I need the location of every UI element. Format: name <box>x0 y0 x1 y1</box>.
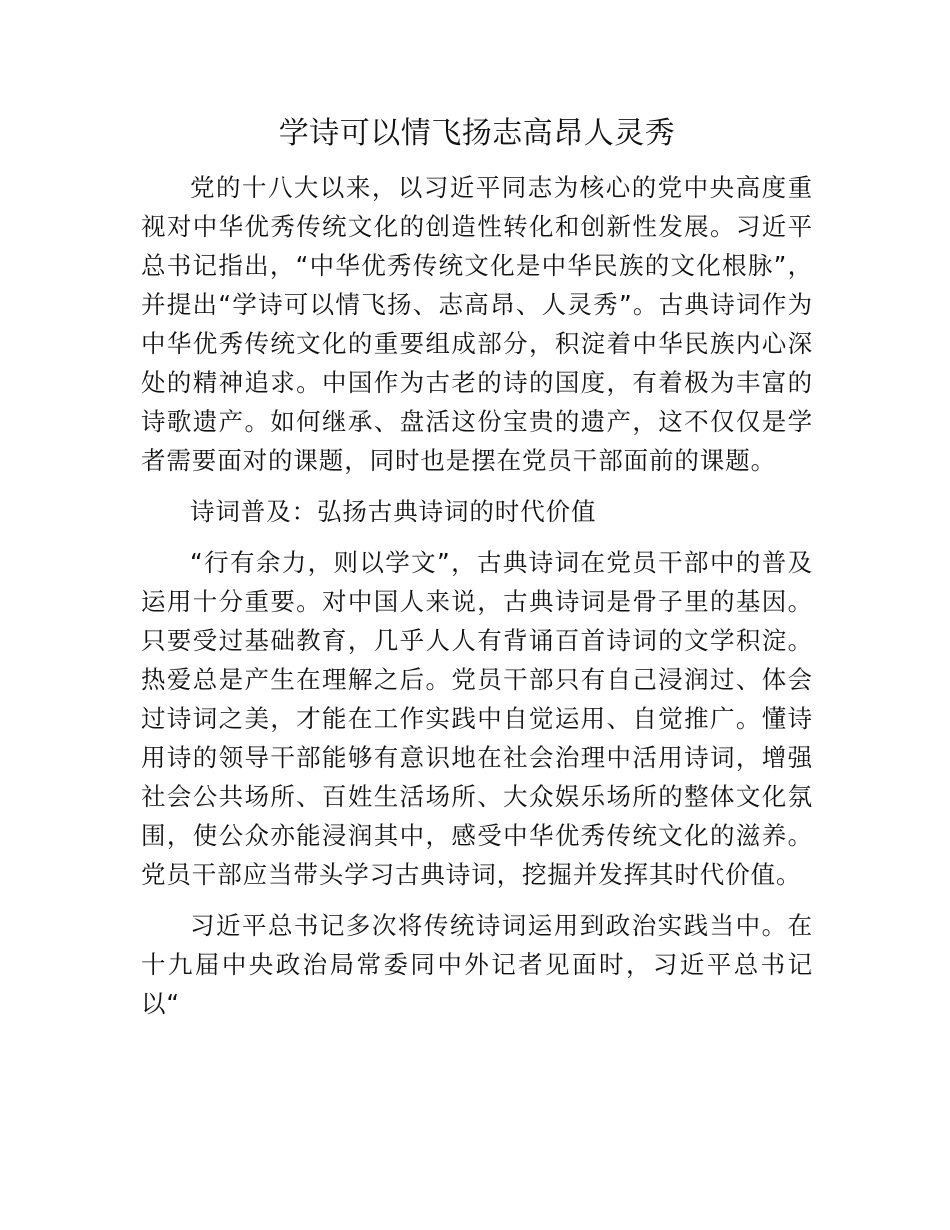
section-heading: 诗词普及：弘扬古典诗词的时代价值 <box>190 497 597 526</box>
paragraph-poetry-popularization: “行有余力，则以学文”，古典诗词在党员干部中的普及运用十分重要。对中国人来说，古典诗词是骨子里的基因。只要受过基础教育，几乎人人有背诵百首诗词的文学积淀。热爱总是产生在理解之后。党员干部只有自己浸润过、体会过诗词之美，才能在工作实践中自觉运用、自觉推广。懂诗用诗的领导干部能够有意识地在社会治理中活用诗词，增强社会公共场所、百姓生活场所、大众娱乐场所的整体文化氛围，使公众亦能浸润其中，感受中华优秀传统文化的滋养。党员干部应当带头学习古典诗词，挖掘并发挥其时代价值。 <box>141 548 813 889</box>
document-page <box>141 112 813 1035</box>
document-title: 学诗可以情飞扬志高昂人灵秀 <box>278 116 676 151</box>
paragraph-intro: 党的十八大以来，以习近平同志为核心的党中央高度重视对中华优秀传统文化的创造性转化和创新性发展。习近平总书记指出，“中华优秀传统文化是中华民族的文化根脉”，并提出“学诗可以情飞扬、志高昂、人灵秀”。古典诗词作为中华优秀传统文化的重要组成部分，积淀着中华民族内心深处的精神追求。中国作为古老的诗的国度，有着极为丰富的诗歌遗产。如何继承、盘活这份宝贵的遗产，这不仅仅是学者需要面对的课题，同时也是摆在党员干部面前的课题。 <box>141 173 813 475</box>
paragraph-political-practice: 习近平总书记多次将传统诗词运用到政治实践当中。在十九届中央政治局常委同中外记者见面时，习近平总书记以“ <box>141 911 813 1018</box>
